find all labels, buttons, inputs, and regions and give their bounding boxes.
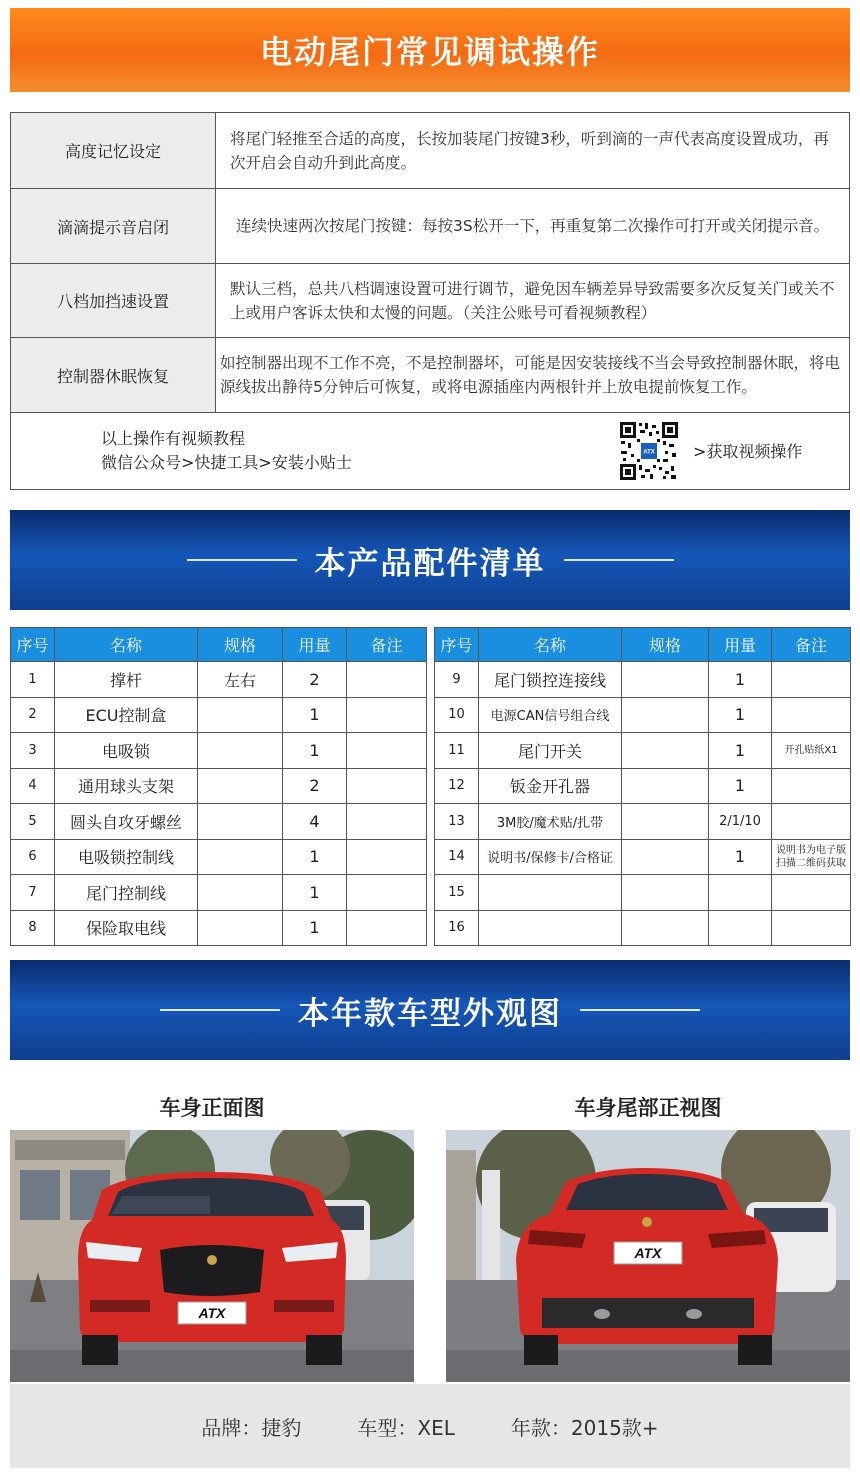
- vehicle-info-bar: [10, 1384, 850, 1468]
- banner-rule-left: [187, 559, 297, 561]
- video-tip-line2: 微信公众号>快捷工具>安装小贴士: [101, 453, 352, 472]
- table-row: [11, 733, 427, 769]
- cell-name: [479, 875, 622, 911]
- cell-note: [347, 910, 427, 946]
- cell-spec: [622, 839, 709, 875]
- col-header-qty: 用量: [709, 628, 772, 662]
- cell-note: [772, 768, 851, 804]
- ops-row-name: 八档加挡速设置: [11, 264, 216, 337]
- ops-row: [11, 113, 849, 189]
- cell-name: [479, 910, 622, 946]
- cell-name: 电吸锁控制线: [55, 839, 198, 875]
- ops-header-title: 电动尾门常见调试操作: [259, 33, 600, 71]
- cell-index: 13: [435, 804, 479, 840]
- cell-note: [347, 733, 427, 769]
- table-row: [11, 875, 427, 911]
- cell-qty: 1: [709, 733, 772, 769]
- ops-row-name: 滴滴提示音启闭: [11, 189, 216, 263]
- ops-row: [11, 264, 849, 338]
- front-view-photo: [10, 1130, 414, 1382]
- rear-plate-text: ATX: [634, 1245, 662, 1261]
- table-row: [435, 768, 851, 804]
- cell-spec: [622, 910, 709, 946]
- col-header-note: 备注: [347, 628, 427, 662]
- cell-name: 说明书/保修卡/合格证: [479, 839, 622, 875]
- cell-name: 撑杆: [55, 662, 198, 698]
- col-header-spec: 规格: [198, 628, 283, 662]
- cell-spec: [198, 697, 283, 733]
- cell-note: 说明书为电子版扫描二维码获取: [772, 839, 851, 875]
- cell-note: [772, 662, 851, 698]
- parts-section-title: 本产品配件清单: [314, 545, 546, 582]
- front-view-caption: 车身正面图: [159, 1096, 265, 1120]
- cell-index: 14: [435, 839, 479, 875]
- cell-spec: [198, 839, 283, 875]
- ops-row: [11, 338, 849, 413]
- col-header-index: 序号: [11, 628, 55, 662]
- cell-note: [772, 910, 851, 946]
- cell-index: 6: [11, 839, 55, 875]
- ops-row-name: 高度记忆设定: [11, 113, 216, 188]
- cell-qty: 1: [283, 697, 347, 733]
- cell-note: [347, 697, 427, 733]
- cell-spec: [622, 768, 709, 804]
- rear-view-photo: [446, 1130, 850, 1382]
- appearance-section-banner: [10, 960, 850, 1060]
- table-row: [435, 804, 851, 840]
- col-header-note: 备注: [772, 628, 851, 662]
- vehicle-model: 车型：XEL: [357, 1415, 455, 1440]
- ops-header-banner: [10, 8, 850, 92]
- cell-index: 12: [435, 768, 479, 804]
- qr-label: >获取视频操作: [693, 442, 803, 461]
- qr-logo: ATX: [643, 449, 655, 456]
- ops-row-desc: 将尾门轻推至合适的高度，长按加装尾门按键3秒，听到滴的一声代表高度设置成功，再次开启会自动升到此高度。: [230, 129, 829, 172]
- cell-spec: [198, 804, 283, 840]
- cell-index: 1: [11, 662, 55, 698]
- operations-table: [10, 112, 850, 490]
- cell-name: 钣金开孔器: [479, 768, 622, 804]
- front-plate-text: ATX: [198, 1305, 226, 1321]
- cell-qty: 1: [709, 839, 772, 875]
- cell-qty: 1: [709, 768, 772, 804]
- cell-index: 7: [11, 875, 55, 911]
- cell-name: 电吸锁: [55, 733, 198, 769]
- cell-qty: 2: [283, 768, 347, 804]
- cell-name: 尾门开关: [479, 733, 622, 769]
- cell-qty: 4: [283, 804, 347, 840]
- cell-qty: [709, 910, 772, 946]
- cell-qty: [709, 875, 772, 911]
- video-tip-row: [11, 413, 849, 489]
- cell-name: 保险取电线: [55, 910, 198, 946]
- cell-note: 开孔贴纸X1: [772, 733, 851, 769]
- ops-row-desc: 默认三档，总共八档调速设置可进行调节，避免因车辆差异导致需要多次反复关门或关不上或用户客诉太快和太慢的问题。（关注公账号可看视频教程）: [230, 279, 835, 322]
- col-header-name: 名称: [55, 628, 198, 662]
- cell-name: 尾门锁控连接线: [479, 662, 622, 698]
- cell-index: 8: [11, 910, 55, 946]
- col-header-spec: 规格: [622, 628, 709, 662]
- cell-name: ECU控制盒: [55, 697, 198, 733]
- table-row: [11, 839, 427, 875]
- cell-name: 通用球头支架: [55, 768, 198, 804]
- table-row: [11, 768, 427, 804]
- cell-index: 16: [435, 910, 479, 946]
- cell-index: 11: [435, 733, 479, 769]
- cell-qty: 1: [283, 875, 347, 911]
- cell-note: [772, 697, 851, 733]
- rear-view-caption: 车身尾部正视图: [574, 1096, 722, 1120]
- cell-index: 3: [11, 733, 55, 769]
- cell-qty: 2/1/10: [709, 804, 772, 840]
- ops-row-name: 控制器休眠恢复: [11, 338, 216, 412]
- parts-section-banner: [10, 510, 850, 610]
- cell-spec: 左右: [198, 662, 283, 698]
- parts-table-right: [434, 627, 851, 946]
- cell-note: [347, 875, 427, 911]
- cell-index: 10: [435, 697, 479, 733]
- cell-spec: [198, 875, 283, 911]
- cell-index: 15: [435, 875, 479, 911]
- ops-row-desc: 连续快速两次按尾门按键：每按3S松开一下，再重复第二次操作可打开或关闭提示音。: [236, 217, 830, 235]
- table-row: [435, 839, 851, 875]
- table-row: [11, 662, 427, 698]
- cell-name: 尾门控制线: [55, 875, 198, 911]
- cell-qty: 1: [709, 697, 772, 733]
- cell-index: 5: [11, 804, 55, 840]
- cell-spec: [198, 733, 283, 769]
- cell-index: 9: [435, 662, 479, 698]
- cell-note: [347, 768, 427, 804]
- ops-row: [11, 189, 849, 264]
- ops-row-desc: 如控制器出现不工作不亮，不是控制器坏，可能是因安装接线不当会导致控制器休眠，将电源线拔出静待5分钟后可恢复，或将电源插座内两根针并上放电提前恢复工作。: [220, 354, 841, 396]
- cell-name: 电源CAN信号组合线: [479, 697, 622, 733]
- table-row: [11, 697, 427, 733]
- qr-code-icon[interactable]: [619, 421, 679, 481]
- banner-rule-right: [580, 1009, 700, 1011]
- cell-qty: 2: [283, 662, 347, 698]
- appearance-section-title: 本年款车型外观图: [298, 995, 562, 1032]
- video-tip-text: [101, 427, 352, 475]
- cell-qty: 1: [709, 662, 772, 698]
- vehicle-brand: 品牌：捷豹: [201, 1415, 302, 1440]
- cell-qty: 1: [283, 839, 347, 875]
- cell-note: [347, 662, 427, 698]
- table-row: [11, 804, 427, 840]
- parts-table-left: [10, 627, 427, 946]
- cell-spec: [198, 910, 283, 946]
- cell-spec: [622, 733, 709, 769]
- banner-rule-right: [564, 559, 674, 561]
- cell-note: [772, 804, 851, 840]
- cell-qty: 1: [283, 733, 347, 769]
- cell-spec: [622, 697, 709, 733]
- col-header-index: 序号: [435, 628, 479, 662]
- table-row: [435, 697, 851, 733]
- table-row: [435, 910, 851, 946]
- cell-name: 3M胶/魔术贴/扎带: [479, 804, 622, 840]
- col-header-name: 名称: [479, 628, 622, 662]
- table-row: [11, 910, 427, 946]
- banner-rule-left: [160, 1009, 280, 1011]
- cell-spec: [198, 768, 283, 804]
- vehicle-year: 年款：2015款+: [510, 1415, 659, 1440]
- cell-name: 圆头自攻牙螺丝: [55, 804, 198, 840]
- table-row: [435, 875, 851, 911]
- col-header-qty: 用量: [283, 628, 347, 662]
- cell-spec: [622, 662, 709, 698]
- cell-note: [772, 875, 851, 911]
- cell-qty: 1: [283, 910, 347, 946]
- cell-note: [347, 804, 427, 840]
- cell-index: 4: [11, 768, 55, 804]
- cell-spec: [622, 875, 709, 911]
- cell-note: [347, 839, 427, 875]
- cell-index: 2: [11, 697, 55, 733]
- cell-spec: [622, 804, 709, 840]
- table-row: [435, 662, 851, 698]
- video-tip-line1: 以上操作有视频教程: [101, 429, 246, 448]
- table-row: [435, 733, 851, 769]
